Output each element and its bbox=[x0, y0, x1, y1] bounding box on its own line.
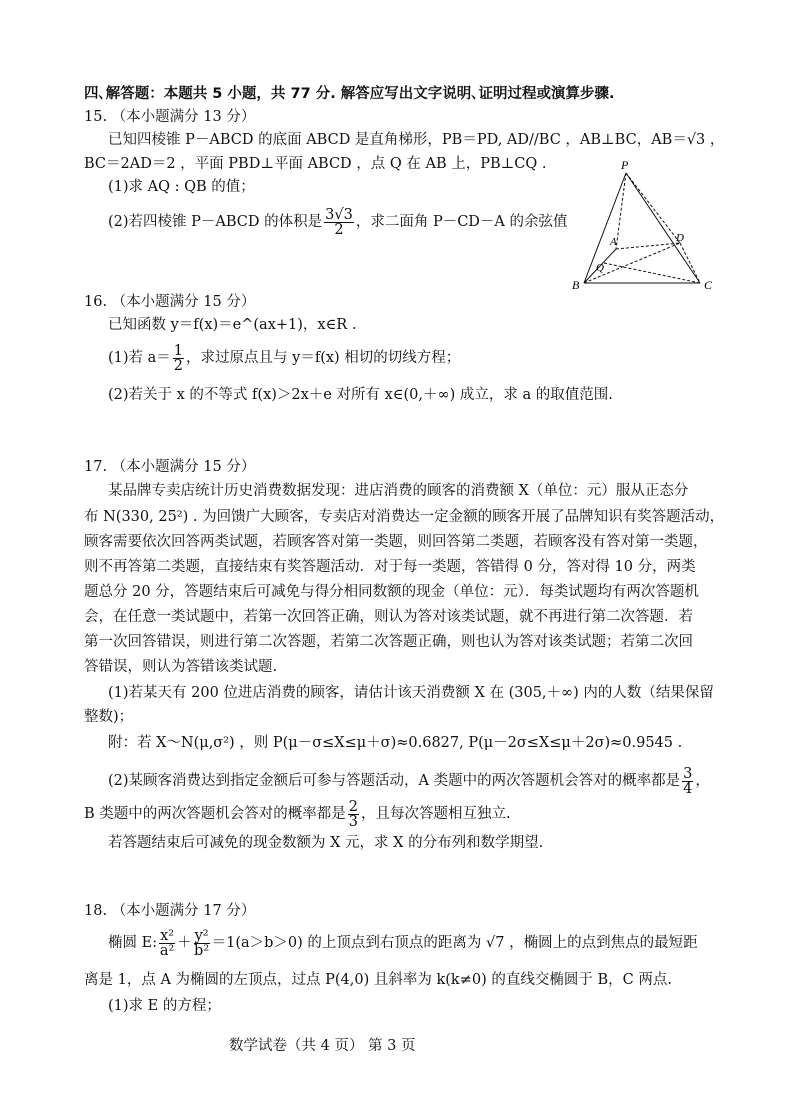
q17-b-prob-numerator: 2 bbox=[348, 798, 358, 815]
q17-line5: 题总分 20 分，答题结束后可减免与得分相同数额的现金（单位：元）．每类试题均有两次答题机 bbox=[84, 584, 699, 600]
q17-a-prob-denominator: 4 bbox=[683, 780, 693, 797]
q17-a-prob-numerator: 3 bbox=[683, 765, 693, 782]
label-A: A bbox=[610, 236, 617, 248]
q18-number: 18. bbox=[84, 903, 108, 919]
q17-header bbox=[84, 457, 255, 477]
q18-line2: 离是 1，点 A 为椭圆的左顶点，过点 P(4,0) 且斜率为 k(k≠0) 的直线交椭圆于 B，C 两点. bbox=[84, 972, 672, 988]
q18-x-numerator: x² bbox=[160, 927, 175, 944]
q18-x-fraction bbox=[159, 929, 175, 958]
pyramid-figure bbox=[568, 155, 718, 295]
q17-line1: 某品牌专卖店统计历史消费数据发现：进店消费的顾客的消费额 X（单位：元）服从正态分 bbox=[108, 483, 689, 499]
q15-line1: 已知四棱锥 P－ABCD 的底面 ABCD 是直角梯形，PB＝PD, AD//BC ，AB⊥BC，AB＝√3 ， bbox=[108, 132, 725, 148]
label-C: C bbox=[704, 278, 713, 292]
q15-score: （本小题满分 13 分） bbox=[111, 109, 256, 125]
q16-a-fraction bbox=[173, 344, 184, 373]
q18-y-denominator: b² bbox=[194, 942, 210, 959]
q17-line2: 布 N(330, 25²) . 为回馈广大顾客，专卖店对消费达一定金额的顾客开展了品牌知识有奖答题活动， bbox=[84, 509, 725, 525]
q15-part2-text: (2)若四棱锥 P－ABCD 的体积是 bbox=[108, 214, 323, 230]
edge-PD bbox=[626, 173, 680, 243]
q18-x-denominator: a² bbox=[159, 942, 175, 959]
q15-volume-denominator: 2 bbox=[334, 221, 344, 238]
q16-header bbox=[84, 292, 255, 312]
q18-ellipse-label: 椭圆 E: bbox=[108, 935, 158, 951]
q18-plus: ＋ bbox=[177, 935, 192, 951]
q15-line2: BC＝2AD＝2 ，平面 PBD⊥平面 ABCD ，点 Q 在 AB 上，PB⊥CQ . bbox=[84, 156, 547, 172]
q17-line3: 顾客需要依次回答两类试题，若顾客答对第一类题，则回答第二类题，若顾客没有答对第一类题， bbox=[84, 534, 708, 550]
q18-part1: (1)求 E 的方程； bbox=[108, 998, 221, 1014]
q17-line7: 第一次回答错误，则进行第二次答题，若第二次答题正确，则也认为答对该类试题；若第二次回 bbox=[84, 634, 693, 650]
q18-y-fraction bbox=[194, 929, 210, 958]
q16-number: 16. bbox=[84, 294, 108, 310]
q16-part1-tail: ，求过原点且与 y＝f(x) 相切的切线方程； bbox=[186, 350, 461, 366]
q18-score: （本小题满分 17 分） bbox=[111, 903, 256, 919]
edge-DC bbox=[680, 243, 700, 283]
page-footer: 数学试卷（共 4 页） 第 3 页 bbox=[229, 1038, 416, 1054]
q16-a-denominator: 2 bbox=[173, 357, 184, 374]
label-D: D bbox=[676, 232, 684, 244]
label-B: B bbox=[572, 278, 580, 292]
q15-header bbox=[84, 107, 255, 127]
q17-part2b-tail: ，且每次答题相互独立. bbox=[361, 806, 511, 822]
q18-header bbox=[84, 901, 255, 921]
q17-part2-text: (2)某顾客消费达到指定金额后可参与答题活动，A 类题中的两次答题机会答对的概率都是 bbox=[108, 773, 681, 789]
q16-part1 bbox=[108, 341, 460, 375]
label-Q: Q bbox=[596, 262, 604, 274]
edge-PA bbox=[616, 173, 626, 249]
q17-part2-c: 若答题结束后可减免的现金数额为 X 元，求 X 的分布列和数学期望. bbox=[108, 835, 544, 851]
q17-a-prob-fraction bbox=[682, 767, 693, 796]
q17-line8: 答错误，则认为答错该类试题. bbox=[84, 659, 278, 675]
q17-b-prob-denominator: 3 bbox=[348, 813, 358, 830]
label-P: P bbox=[621, 158, 629, 172]
q17-b-prob-fraction bbox=[348, 800, 359, 829]
edge-PC bbox=[626, 173, 700, 283]
q15-volume-fraction bbox=[324, 208, 354, 237]
q17-part1-cont: 整数)； bbox=[84, 709, 134, 725]
q17-part2-comma: ， bbox=[695, 773, 710, 789]
edge-QC bbox=[604, 263, 700, 283]
q18-line1 bbox=[108, 924, 698, 962]
q16-a-numerator: 1 bbox=[173, 342, 184, 359]
q17-appendix: 附：若 X～N(μ,σ²) ，则 P(μ－σ≤X≤μ＋σ)≈0.6827, P(μ－2σ≤X≤μ＋2σ)≈0.9545 . bbox=[108, 735, 683, 751]
q16-score: （本小题满分 15 分） bbox=[111, 294, 256, 310]
q15-part2 bbox=[108, 205, 568, 239]
q15-volume-numerator: 3√3 bbox=[325, 206, 353, 223]
q16-line1: 已知函数 y＝f(x)＝e^(ax+1)，x∈R . bbox=[108, 317, 357, 333]
q15-part1: (1)求 AQ : QB 的值； bbox=[108, 179, 255, 195]
q17-part1: (1)若某天有 200 位进店消费的顾客，请估计该天消费额 X 在 (305,＋∞) 内的人数（结果保留 bbox=[108, 685, 714, 701]
q15-number: 15. bbox=[84, 109, 108, 125]
q16-part2: (2)若关于 x 的不等式 f(x)＞2x＋e 对所有 x∈(0,＋∞) 成立，求 a 的取值范围. bbox=[108, 387, 613, 403]
q17-part2b-text: B 类题中的两次答题机会答对的概率都是 bbox=[84, 806, 346, 822]
q18-line1-tail: ＝1(a＞b＞0) 的上顶点到右顶点的距离为 √7 ，椭圆上的点到焦点的最短距 bbox=[211, 935, 698, 951]
q17-line6: 会，在任意一类试题中，若第一次回答正确，则认为答对该类试题，就不再进行第二次答题．若 bbox=[84, 609, 693, 625]
section-title: 四､解答题：本题共 5 小题，共 77 分. 解答应写出文字说明､证明过程或演算步骤. bbox=[84, 86, 615, 102]
edge-AD bbox=[616, 243, 680, 249]
q17-part2 bbox=[108, 764, 710, 798]
q18-y-numerator: y² bbox=[194, 927, 209, 944]
q15-part2-tail: ，求二面角 P－CD－A 的余弦值 bbox=[355, 214, 568, 230]
q16-part1-text: (1)若 a＝ bbox=[108, 350, 171, 366]
q17-number: 17. bbox=[84, 459, 108, 475]
q17-part2-b bbox=[84, 797, 511, 831]
q17-score: （本小题满分 15 分） bbox=[111, 459, 256, 475]
q17-line4: 则不再答第二类题，直接结束有奖答题活动．对于每一类题，答错得 0 分，答对得 10 分，两类 bbox=[84, 559, 696, 575]
